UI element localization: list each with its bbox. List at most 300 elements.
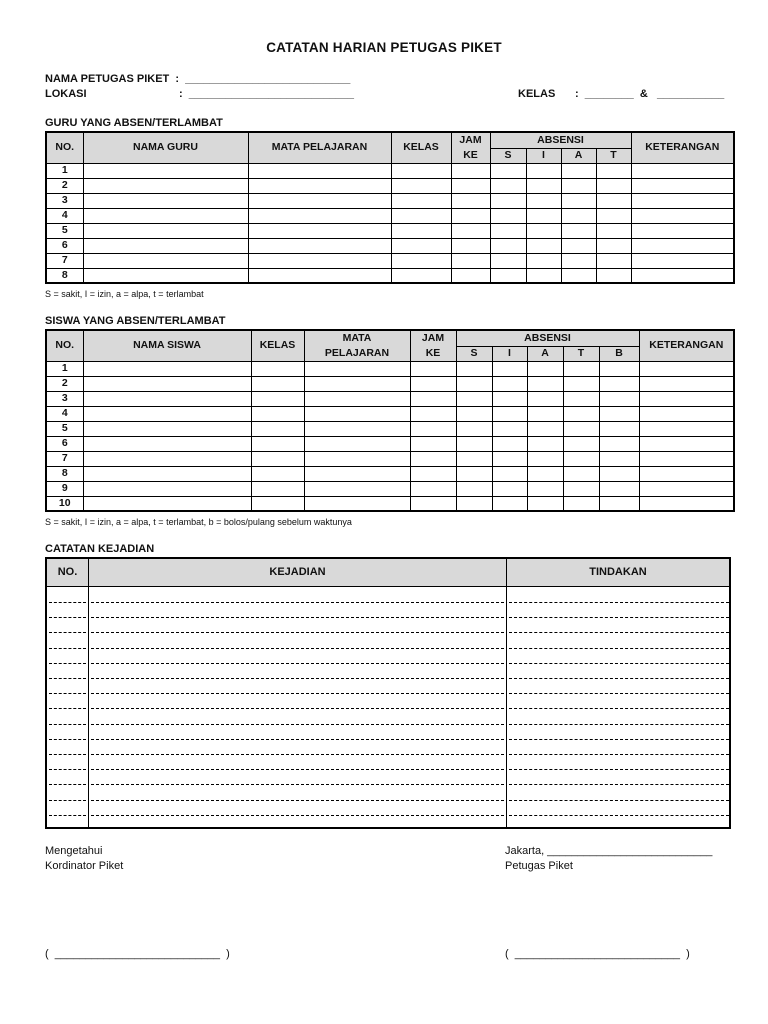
guru-cell[interactable] <box>596 223 631 238</box>
kejadian-writing-line[interactable] <box>509 724 729 725</box>
guru-cell[interactable] <box>451 253 490 268</box>
siswa-row-number: 3 <box>46 391 83 406</box>
siswa-row-number: 7 <box>46 451 83 466</box>
guru-cell[interactable] <box>83 193 248 208</box>
siswa-cell[interactable] <box>83 406 251 421</box>
siswa-table-row <box>46 466 734 481</box>
guru-cell[interactable] <box>248 238 391 253</box>
guru-cell[interactable] <box>83 208 248 223</box>
guru-section-title: GURU YANG ABSEN/TERLAMBAT <box>45 117 223 129</box>
siswa-cell[interactable] <box>410 391 456 406</box>
siswa-table-row <box>46 436 734 451</box>
kejadian-writing-line[interactable] <box>509 708 729 709</box>
siswa-cell[interactable] <box>304 496 410 511</box>
siswa-cell[interactable] <box>639 361 734 376</box>
siswa-cell[interactable] <box>456 436 492 451</box>
guru-table-row <box>46 268 734 283</box>
guru-row-number: 5 <box>46 223 83 238</box>
siswa-cell[interactable] <box>83 451 251 466</box>
siswa-cell[interactable] <box>410 376 456 391</box>
siswa-cell[interactable] <box>639 421 734 436</box>
siswa-cell[interactable] <box>251 361 304 376</box>
siswa-col-mata: MATA <box>304 330 410 346</box>
signature-petugas[interactable]: ( ___________________________ ) <box>505 948 690 960</box>
guru-row-number: 6 <box>46 238 83 253</box>
kejadian-writing-line[interactable] <box>509 739 729 740</box>
siswa-cell[interactable] <box>527 436 563 451</box>
siswa-cell[interactable] <box>304 481 410 496</box>
siswa-cell[interactable] <box>563 361 599 376</box>
guru-table <box>45 131 735 284</box>
siswa-cell[interactable] <box>527 421 563 436</box>
guru-cell[interactable] <box>83 223 248 238</box>
guru-cell[interactable] <box>561 193 596 208</box>
siswa-cell[interactable] <box>639 496 734 511</box>
guru-col-absensi: ABSENSI <box>490 132 631 148</box>
siswa-cell[interactable] <box>639 436 734 451</box>
guru-cell[interactable] <box>83 268 248 283</box>
kejadian-col-kejadian: KEJADIAN <box>269 566 326 578</box>
siswa-cell[interactable] <box>456 361 492 376</box>
guru-cell[interactable] <box>451 178 490 193</box>
siswa-cell[interactable] <box>527 496 563 511</box>
siswa-table-row <box>46 421 734 436</box>
kejadian-writing-line[interactable] <box>509 754 729 755</box>
siswa-col-jam: JAM <box>410 330 456 346</box>
siswa-table-row <box>46 391 734 406</box>
kejadian-writing-line[interactable] <box>91 784 504 785</box>
siswa-col-absensi: ABSENSI <box>456 330 639 346</box>
nama-petugas-field[interactable]: NAMA PETUGAS PIKET : ___________________________ <box>45 73 351 85</box>
guru-cell[interactable] <box>391 253 451 268</box>
guru-cell[interactable] <box>596 163 631 178</box>
kejadian-writing-line[interactable] <box>49 602 86 603</box>
siswa-cell[interactable] <box>527 406 563 421</box>
guru-cell[interactable] <box>451 208 490 223</box>
siswa-table-row <box>46 481 734 496</box>
siswa-cell[interactable] <box>304 451 410 466</box>
kejadian-writing-line[interactable] <box>91 769 504 770</box>
guru-cell[interactable] <box>451 193 490 208</box>
kejadian-writing-line[interactable] <box>49 754 86 755</box>
siswa-cell[interactable] <box>251 436 304 451</box>
siswa-cell[interactable] <box>83 496 251 511</box>
siswa-cell[interactable] <box>599 391 639 406</box>
guru-cell[interactable] <box>248 163 391 178</box>
guru-legend: S = sakit, I = izin, a = alpa, t = terlambat <box>45 289 204 299</box>
kejadian-writing-line[interactable] <box>49 769 86 770</box>
siswa-cell[interactable] <box>527 391 563 406</box>
siswa-cell[interactable] <box>304 436 410 451</box>
siswa-section-title: SISWA YANG ABSEN/TERLAMBAT <box>45 315 226 327</box>
siswa-table <box>45 329 735 512</box>
siswa-cell[interactable] <box>563 436 599 451</box>
kejadian-writing-line[interactable] <box>509 632 729 633</box>
siswa-cell[interactable] <box>83 376 251 391</box>
jakarta-date-field[interactable]: Jakarta, ___________________________ <box>505 845 713 857</box>
guru-row-number: 4 <box>46 208 83 223</box>
guru-cell[interactable] <box>83 238 248 253</box>
kejadian-writing-line[interactable] <box>49 724 86 725</box>
kejadian-writing-line[interactable] <box>91 708 504 709</box>
guru-cell[interactable] <box>490 253 526 268</box>
guru-cell[interactable] <box>631 208 734 223</box>
kejadian-writing-line[interactable] <box>91 815 504 816</box>
siswa-cell[interactable] <box>492 391 527 406</box>
guru-sub-i: I <box>526 148 561 163</box>
kejadian-writing-line[interactable] <box>91 648 504 649</box>
guru-cell[interactable] <box>490 238 526 253</box>
guru-table-row <box>46 193 734 208</box>
guru-cell[interactable] <box>83 178 248 193</box>
siswa-cell[interactable] <box>251 376 304 391</box>
siswa-cell[interactable] <box>456 391 492 406</box>
siswa-cell[interactable] <box>563 406 599 421</box>
guru-col-jam: JAM <box>451 132 490 148</box>
siswa-cell[interactable] <box>83 481 251 496</box>
lokasi-label: LOKASI <box>45 88 87 100</box>
guru-cell[interactable] <box>631 163 734 178</box>
kejadian-writing-line[interactable] <box>509 663 729 664</box>
siswa-cell[interactable] <box>639 481 734 496</box>
signature-kordinator[interactable]: ( ___________________________ ) <box>45 948 230 960</box>
guru-cell[interactable] <box>631 268 734 283</box>
guru-cell[interactable] <box>391 238 451 253</box>
guru-cell[interactable] <box>596 253 631 268</box>
siswa-cell[interactable] <box>492 466 527 481</box>
siswa-cell[interactable] <box>492 421 527 436</box>
siswa-cell[interactable] <box>456 496 492 511</box>
guru-cell[interactable] <box>391 208 451 223</box>
siswa-row-number: 8 <box>46 466 83 481</box>
guru-sub-t: T <box>596 148 631 163</box>
siswa-cell[interactable] <box>83 436 251 451</box>
guru-row-number: 2 <box>46 178 83 193</box>
guru-cell[interactable] <box>526 253 561 268</box>
guru-cell[interactable] <box>526 238 561 253</box>
siswa-row-number: 2 <box>46 376 83 391</box>
guru-col-mapel: MATA PELAJARAN <box>248 132 391 163</box>
siswa-cell[interactable] <box>527 466 563 481</box>
kejadian-writing-line[interactable] <box>49 739 86 740</box>
guru-cell[interactable] <box>391 268 451 283</box>
guru-cell[interactable] <box>248 208 391 223</box>
kejadian-section-title: CATATAN KEJADIAN <box>45 543 155 555</box>
siswa-table-row <box>46 406 734 421</box>
siswa-cell[interactable] <box>304 391 410 406</box>
guru-cell[interactable] <box>490 163 526 178</box>
siswa-sub-s: S <box>456 346 492 361</box>
siswa-col-keterangan: KETERANGAN <box>639 330 734 361</box>
guru-cell[interactable] <box>631 193 734 208</box>
guru-cell[interactable] <box>490 268 526 283</box>
kejadian-writing-line[interactable] <box>509 602 729 603</box>
mengetahui-label: Mengetahui <box>45 845 103 857</box>
kejadian-writing-line[interactable] <box>91 724 504 725</box>
guru-cell[interactable] <box>526 208 561 223</box>
siswa-row-number: 6 <box>46 436 83 451</box>
siswa-cell[interactable] <box>492 406 527 421</box>
siswa-cell[interactable] <box>456 406 492 421</box>
siswa-cell[interactable] <box>251 391 304 406</box>
kejadian-writing-line[interactable] <box>91 617 504 618</box>
siswa-cell[interactable] <box>410 451 456 466</box>
siswa-row-number: 10 <box>46 496 83 511</box>
siswa-cell[interactable] <box>492 496 527 511</box>
guru-col-no: NO. <box>46 132 83 163</box>
kejadian-writing-line[interactable] <box>91 800 504 801</box>
siswa-cell[interactable] <box>599 466 639 481</box>
siswa-cell[interactable] <box>304 376 410 391</box>
guru-cell[interactable] <box>631 238 734 253</box>
guru-sub-s: S <box>490 148 526 163</box>
siswa-col-ke: KE <box>410 346 456 361</box>
guru-cell[interactable] <box>561 253 596 268</box>
siswa-legend: S = sakit, I = izin, a = alpa, t = terlambat, b = bolos/pulang sebelum waktunya <box>45 517 352 527</box>
kejadian-divider-tindakan <box>506 559 507 827</box>
kejadian-writing-line[interactable] <box>49 648 86 649</box>
kejadian-writing-line[interactable] <box>509 815 729 816</box>
guru-cell[interactable] <box>248 268 391 283</box>
guru-row-number: 1 <box>46 163 83 178</box>
guru-col-keterangan: KETERANGAN <box>631 132 734 163</box>
kejadian-writing-line[interactable] <box>49 617 86 618</box>
guru-cell[interactable] <box>631 178 734 193</box>
guru-table-row <box>46 238 734 253</box>
siswa-cell[interactable] <box>527 376 563 391</box>
siswa-cell[interactable] <box>410 496 456 511</box>
guru-col-ke: KE <box>451 148 490 163</box>
guru-cell[interactable] <box>561 163 596 178</box>
siswa-cell[interactable] <box>304 421 410 436</box>
guru-table-row <box>46 223 734 238</box>
guru-col-nama: NAMA GURU <box>83 132 248 163</box>
guru-cell[interactable] <box>561 178 596 193</box>
kejadian-writing-line[interactable] <box>509 800 729 801</box>
guru-cell[interactable] <box>248 223 391 238</box>
siswa-cell[interactable] <box>410 361 456 376</box>
guru-cell[interactable] <box>526 178 561 193</box>
kejadian-writing-line[interactable] <box>91 693 504 694</box>
siswa-cell[interactable] <box>639 391 734 406</box>
siswa-cell[interactable] <box>527 451 563 466</box>
siswa-cell[interactable] <box>599 436 639 451</box>
siswa-cell[interactable] <box>563 481 599 496</box>
guru-cell[interactable] <box>391 193 451 208</box>
page-title: CATATAN HARIAN PETUGAS PIKET <box>266 40 502 55</box>
siswa-cell[interactable] <box>304 361 410 376</box>
siswa-cell[interactable] <box>527 361 563 376</box>
guru-table-row <box>46 163 734 178</box>
siswa-cell[interactable] <box>456 421 492 436</box>
lokasi-field[interactable]: : ___________________________ <box>179 88 354 100</box>
siswa-col-nama: NAMA SISWA <box>83 330 251 361</box>
kejadian-col-tindakan: TINDAKAN <box>589 566 647 578</box>
guru-cell[interactable] <box>596 238 631 253</box>
siswa-cell[interactable] <box>599 406 639 421</box>
siswa-cell[interactable] <box>456 466 492 481</box>
siswa-cell[interactable] <box>304 406 410 421</box>
guru-cell[interactable] <box>561 208 596 223</box>
siswa-cell[interactable] <box>410 481 456 496</box>
kelas-field[interactable]: : ________ & ___________ <box>575 88 725 100</box>
guru-cell[interactable] <box>451 163 490 178</box>
kejadian-writing-line[interactable] <box>91 678 504 679</box>
guru-col-kelas: KELAS <box>391 132 451 163</box>
siswa-cell[interactable] <box>639 451 734 466</box>
guru-cell[interactable] <box>561 268 596 283</box>
kejadian-writing-line[interactable] <box>49 678 86 679</box>
siswa-cell[interactable] <box>83 421 251 436</box>
petugas-label: Petugas Piket <box>505 860 573 872</box>
siswa-cell[interactable] <box>410 466 456 481</box>
guru-cell[interactable] <box>451 268 490 283</box>
kejadian-writing-line[interactable] <box>91 663 504 664</box>
siswa-table-row <box>46 496 734 511</box>
kejadian-writing-line[interactable] <box>509 769 729 770</box>
siswa-cell[interactable] <box>563 421 599 436</box>
siswa-cell[interactable] <box>83 466 251 481</box>
kejadian-divider-no <box>88 559 89 827</box>
siswa-cell[interactable] <box>251 421 304 436</box>
guru-cell[interactable] <box>248 193 391 208</box>
siswa-cell[interactable] <box>639 406 734 421</box>
guru-row-number: 8 <box>46 268 83 283</box>
siswa-cell[interactable] <box>563 391 599 406</box>
siswa-cell[interactable] <box>599 481 639 496</box>
siswa-cell[interactable] <box>251 481 304 496</box>
siswa-cell[interactable] <box>410 436 456 451</box>
kejadian-writing-line[interactable] <box>49 815 86 816</box>
guru-cell[interactable] <box>391 163 451 178</box>
guru-cell[interactable] <box>451 223 490 238</box>
guru-cell[interactable] <box>561 223 596 238</box>
siswa-cell[interactable] <box>251 466 304 481</box>
siswa-cell[interactable] <box>563 376 599 391</box>
kejadian-col-no: NO. <box>57 566 78 578</box>
guru-cell[interactable] <box>596 178 631 193</box>
siswa-col-no: NO. <box>46 330 83 361</box>
siswa-table-row <box>46 361 734 376</box>
guru-cell[interactable] <box>596 208 631 223</box>
siswa-cell[interactable] <box>563 496 599 511</box>
siswa-cell[interactable] <box>410 406 456 421</box>
siswa-cell[interactable] <box>492 436 527 451</box>
kelas-label: KELAS <box>518 88 556 100</box>
guru-cell[interactable] <box>451 238 490 253</box>
guru-cell[interactable] <box>391 223 451 238</box>
siswa-cell[interactable] <box>599 361 639 376</box>
guru-cell[interactable] <box>391 178 451 193</box>
siswa-cell[interactable] <box>251 406 304 421</box>
kejadian-writing-line[interactable] <box>49 708 86 709</box>
guru-cell[interactable] <box>490 223 526 238</box>
kordinator-label: Kordinator Piket <box>45 860 124 872</box>
guru-cell[interactable] <box>631 223 734 238</box>
siswa-cell[interactable] <box>251 496 304 511</box>
guru-cell[interactable] <box>248 253 391 268</box>
kejadian-writing-line[interactable] <box>91 602 504 603</box>
guru-cell[interactable] <box>526 223 561 238</box>
kejadian-writing-line[interactable] <box>49 693 86 694</box>
guru-row-number: 3 <box>46 193 83 208</box>
kejadian-writing-line[interactable] <box>91 754 504 755</box>
siswa-cell[interactable] <box>251 451 304 466</box>
guru-cell[interactable] <box>596 193 631 208</box>
kejadian-writing-line[interactable] <box>509 678 729 679</box>
kejadian-writing-line[interactable] <box>49 784 86 785</box>
kejadian-writing-line[interactable] <box>509 693 729 694</box>
kejadian-writing-line[interactable] <box>49 663 86 664</box>
siswa-cell[interactable] <box>492 481 527 496</box>
siswa-cell[interactable] <box>563 466 599 481</box>
guru-cell[interactable] <box>526 163 561 178</box>
kejadian-writing-line[interactable] <box>49 800 86 801</box>
kejadian-writing-line[interactable] <box>509 648 729 649</box>
guru-cell[interactable] <box>631 253 734 268</box>
guru-sub-a: A <box>561 148 596 163</box>
siswa-cell[interactable] <box>410 421 456 436</box>
siswa-cell[interactable] <box>492 451 527 466</box>
kejadian-writing-line[interactable] <box>91 632 504 633</box>
siswa-row-number: 4 <box>46 406 83 421</box>
siswa-cell[interactable] <box>492 376 527 391</box>
siswa-table-row <box>46 451 734 466</box>
guru-row-number: 7 <box>46 253 83 268</box>
guru-cell[interactable] <box>596 268 631 283</box>
guru-cell[interactable] <box>83 253 248 268</box>
guru-cell[interactable] <box>490 193 526 208</box>
siswa-cell[interactable] <box>304 466 410 481</box>
kejadian-writing-line[interactable] <box>49 632 86 633</box>
siswa-table-row <box>46 376 734 391</box>
guru-table-row <box>46 253 734 268</box>
guru-cell[interactable] <box>526 268 561 283</box>
siswa-sub-t: T <box>563 346 599 361</box>
kejadian-writing-line[interactable] <box>91 739 504 740</box>
kejadian-writing-line[interactable] <box>509 784 729 785</box>
siswa-cell[interactable] <box>599 421 639 436</box>
siswa-cell[interactable] <box>83 361 251 376</box>
siswa-cell[interactable] <box>456 376 492 391</box>
guru-cell[interactable] <box>561 238 596 253</box>
kejadian-writing-line[interactable] <box>509 617 729 618</box>
siswa-cell[interactable] <box>492 361 527 376</box>
siswa-cell[interactable] <box>456 481 492 496</box>
guru-cell[interactable] <box>490 178 526 193</box>
siswa-cell[interactable] <box>563 451 599 466</box>
siswa-row-number: 9 <box>46 481 83 496</box>
guru-cell[interactable] <box>248 178 391 193</box>
siswa-cell[interactable] <box>639 376 734 391</box>
siswa-cell[interactable] <box>599 496 639 511</box>
siswa-cell[interactable] <box>639 466 734 481</box>
siswa-sub-b: B <box>599 346 639 361</box>
guru-cell[interactable] <box>526 193 561 208</box>
guru-cell[interactable] <box>490 208 526 223</box>
siswa-cell[interactable] <box>527 481 563 496</box>
siswa-sub-i: I <box>492 346 527 361</box>
guru-cell[interactable] <box>83 163 248 178</box>
kejadian-table <box>45 557 731 829</box>
siswa-cell[interactable] <box>456 451 492 466</box>
siswa-cell[interactable] <box>83 391 251 406</box>
siswa-cell[interactable] <box>599 451 639 466</box>
siswa-row-number: 1 <box>46 361 83 376</box>
siswa-col-pelajaran: PELAJARAN <box>304 346 410 361</box>
siswa-cell[interactable] <box>599 376 639 391</box>
guru-table-row <box>46 208 734 223</box>
